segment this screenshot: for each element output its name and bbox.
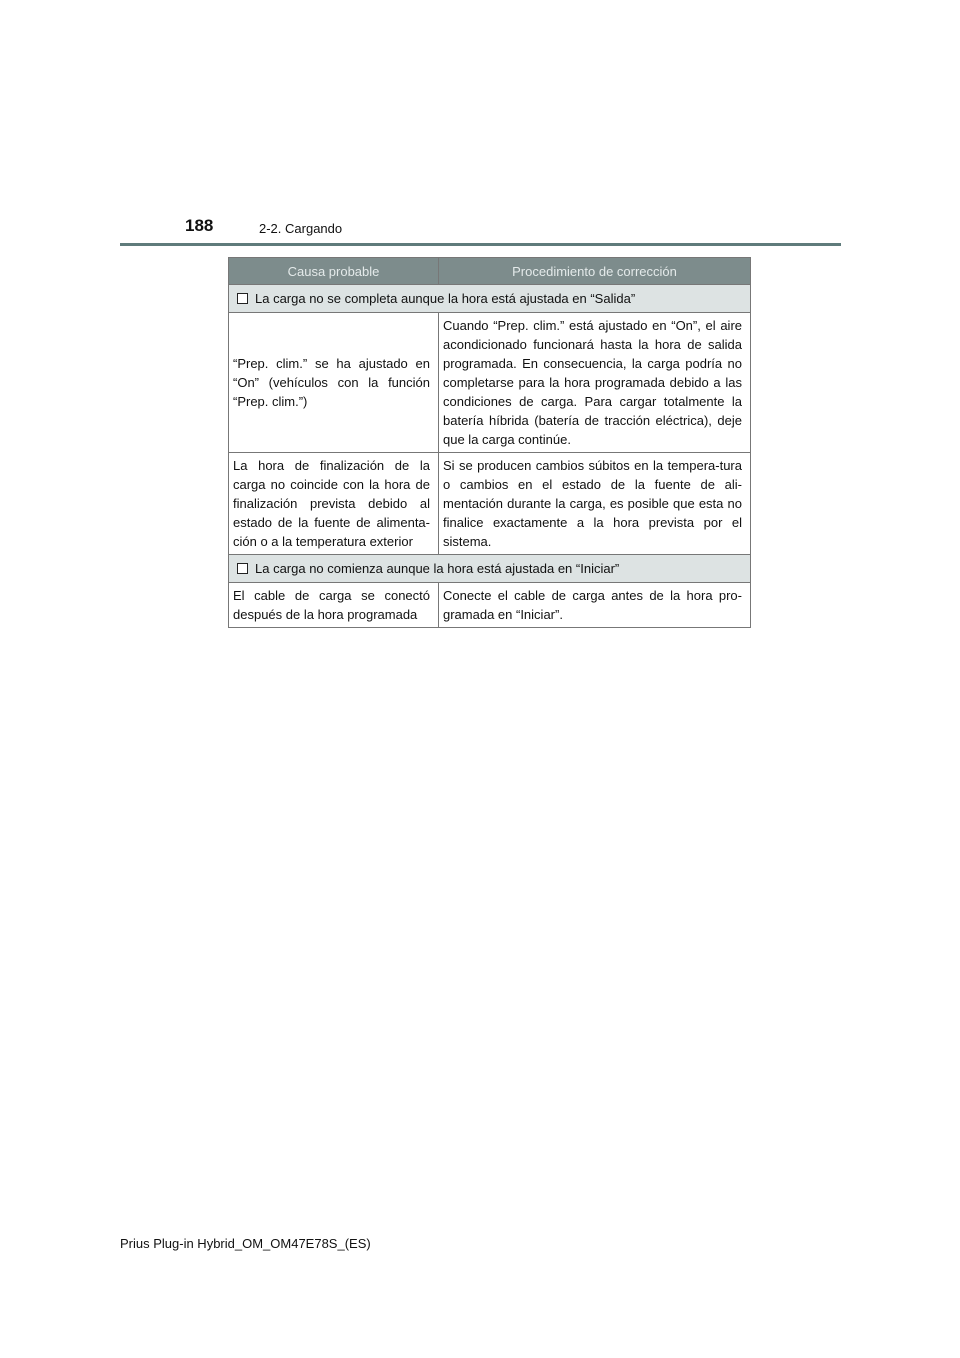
page-number: 188 bbox=[185, 216, 214, 235]
group-row bbox=[229, 285, 751, 313]
table-row bbox=[229, 583, 751, 628]
troubleshooting-table bbox=[228, 257, 751, 628]
fix-cell: Conecte el cable de carga antes de la hora pro-gramada en “Iniciar”. bbox=[439, 583, 751, 628]
group-heading bbox=[229, 555, 751, 583]
cause-cell: La hora de finalización de la carga no coincide con la hora de finalización prevista debido al estado de la fuente de alimenta-ción o a la temperatura exterior bbox=[229, 453, 439, 555]
group-row bbox=[229, 555, 751, 583]
section-title: 2-2. Cargando bbox=[259, 221, 343, 236]
column-header-fix: Procedimiento de corrección bbox=[439, 258, 751, 285]
column-header-cause: Causa probable bbox=[229, 258, 439, 285]
document-id: Prius Plug-in Hybrid_OM_OM47E78S_(ES) bbox=[120, 1236, 371, 1251]
table-row bbox=[229, 313, 751, 453]
fix-cell: Cuando “Prep. clim.” está ajustado en “On”, el aire acondicionado funcionará hasta la hora de salida programada. En consecuencia, la carga podría no completarse para la hora programada debido a las condiciones de carga. Para cargar totalmente la batería híbrida (batería de tracción eléctrica), deje que la carga continúe. bbox=[439, 313, 751, 453]
fix-cell: Si se producen cambios súbitos en la tempera-tura o cambios en el estado de la fuente de ali-mentación durante la carga, es posible que esta no finalice exactamente a la hora prevista por el sistema. bbox=[439, 453, 751, 555]
table-row bbox=[229, 453, 751, 555]
cause-cell: El cable de carga se conectó después de la hora programada bbox=[229, 583, 439, 628]
group-title: La carga no comienza aunque la hora está ajustada en “Iniciar” bbox=[255, 561, 620, 576]
group-title: La carga no se completa aunque la hora está ajustada en “Salida” bbox=[255, 291, 636, 306]
checkbox-icon bbox=[237, 563, 248, 574]
group-heading bbox=[229, 285, 751, 313]
table-header-row bbox=[229, 258, 751, 285]
cause-cell: “Prep. clim.” se ha ajustado en “On” (vehículos con la función “Prep. clim.”) bbox=[229, 313, 439, 453]
header-divider bbox=[120, 243, 841, 246]
checkbox-icon bbox=[237, 293, 248, 304]
